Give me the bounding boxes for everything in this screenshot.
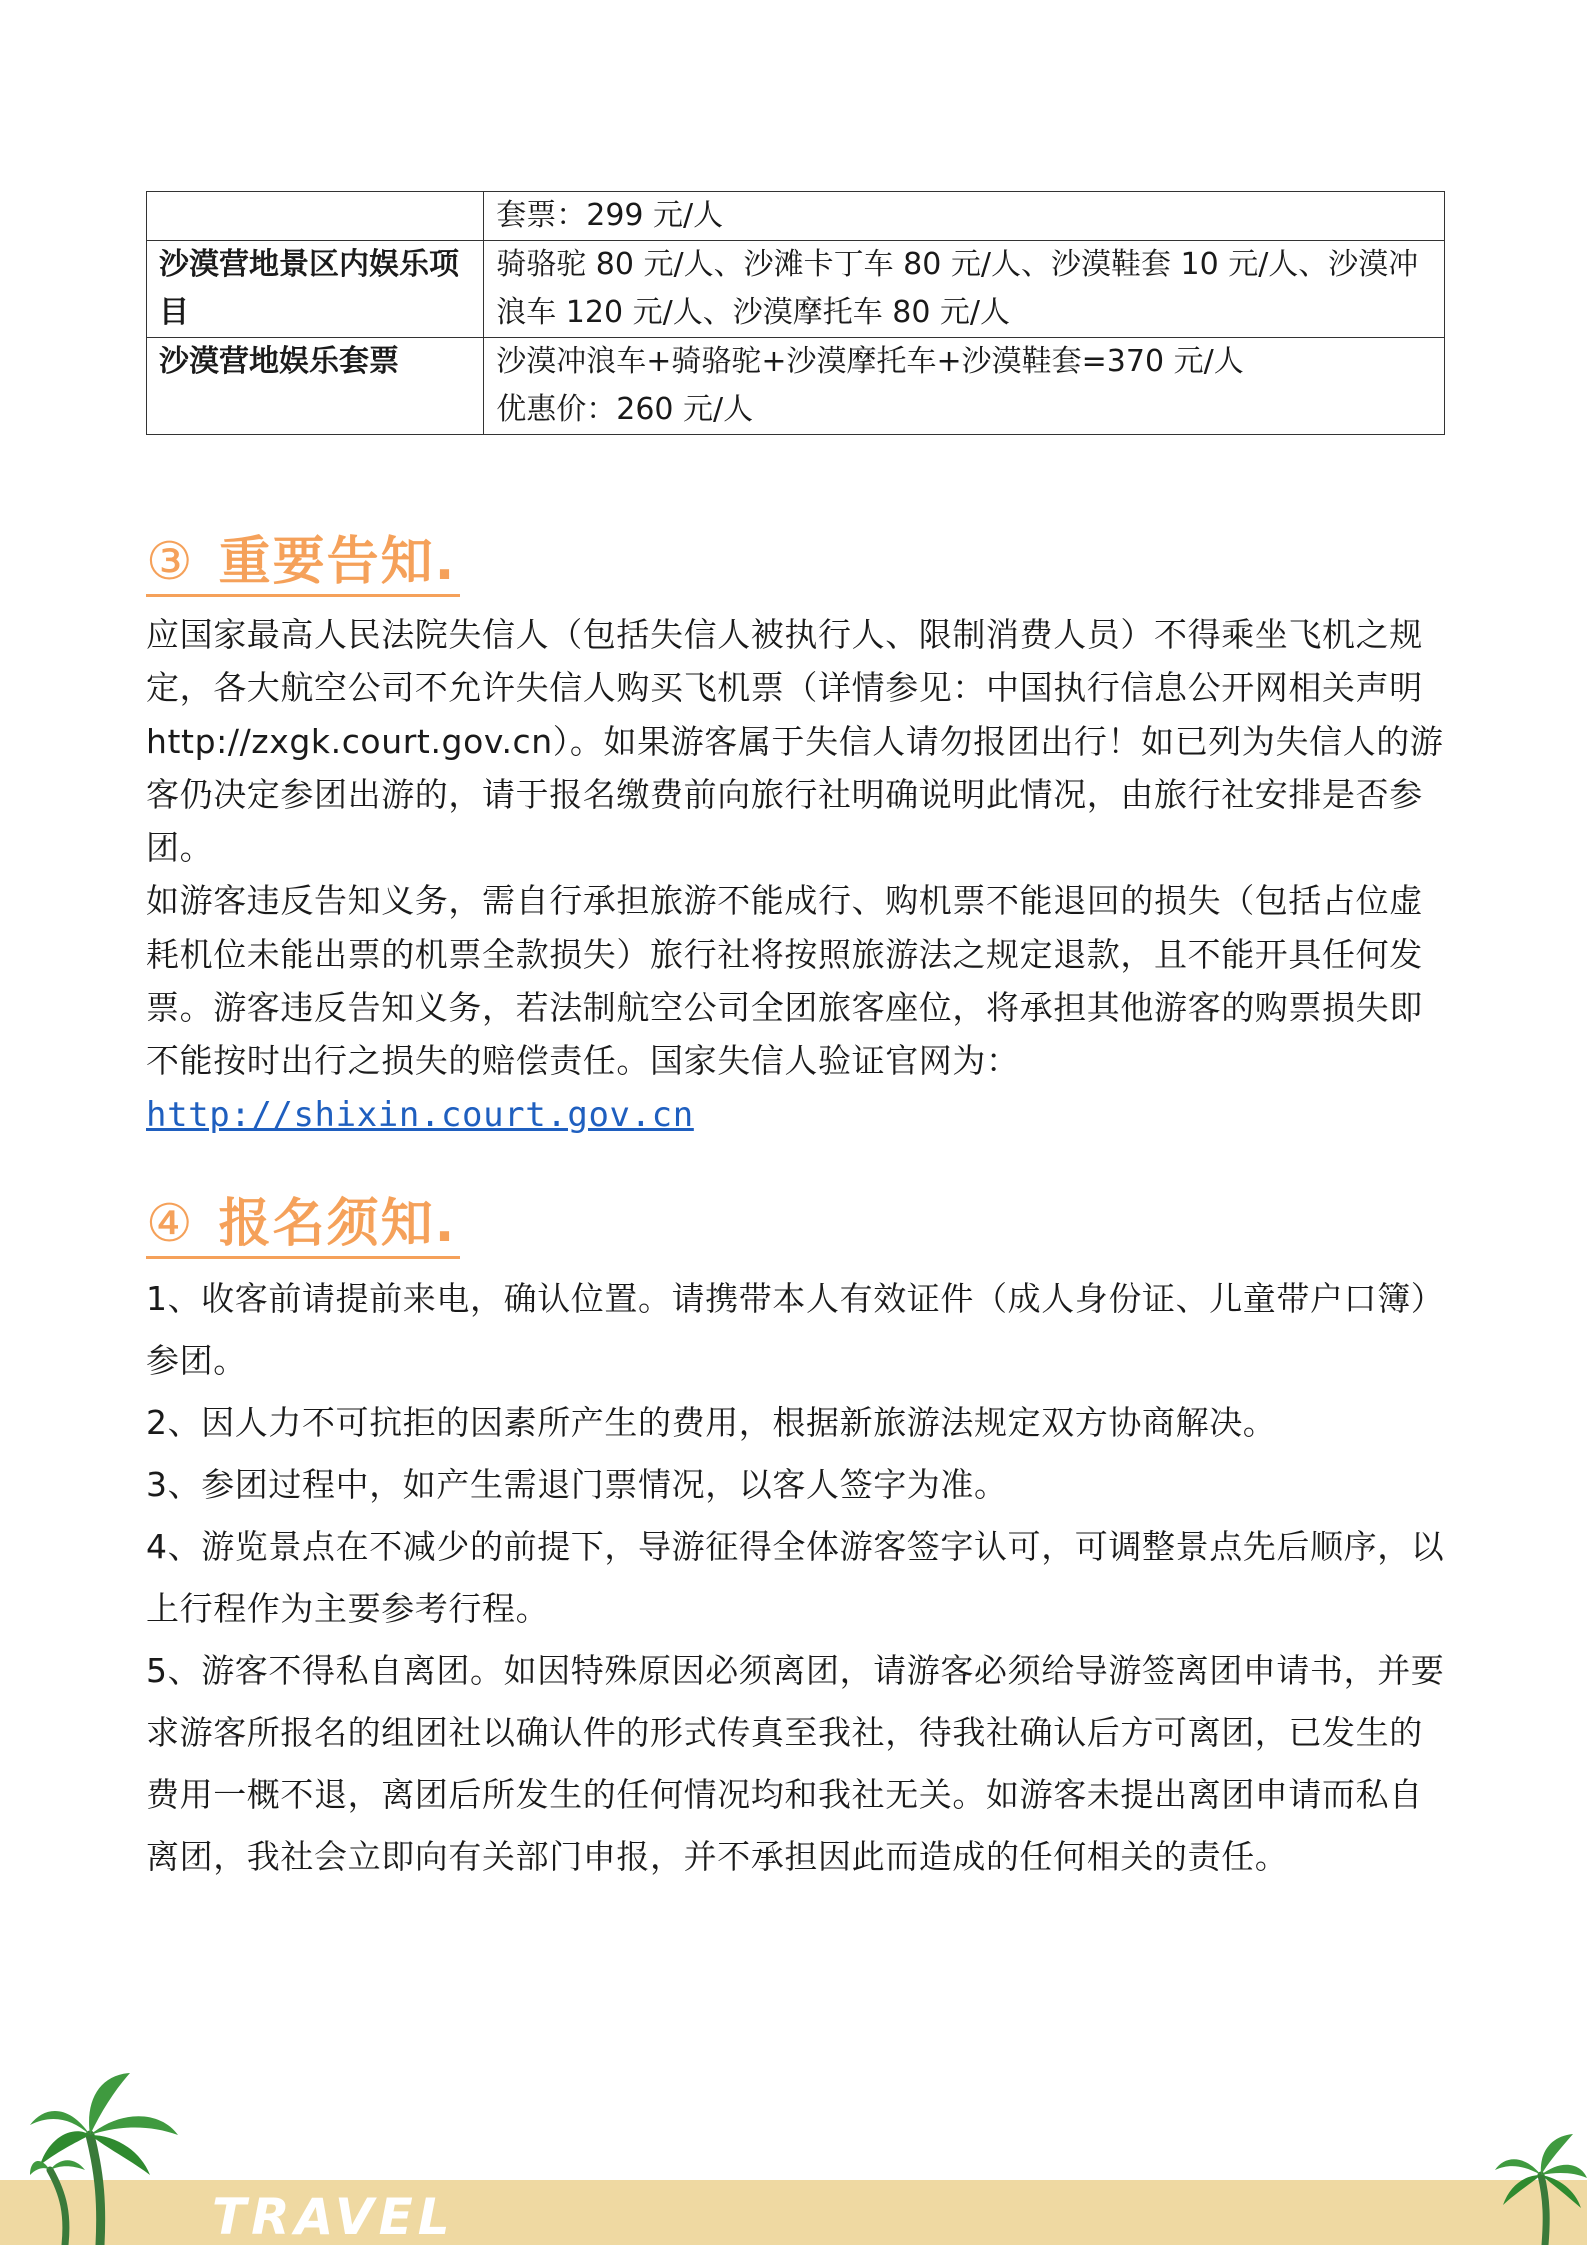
list-item: 3、参团过程中，如产生需退门票情况，以客人签字为准。	[146, 1465, 1008, 1504]
notice-paragraph-text: 如游客违反告知义务，需自行承担旅游不能成行、购机票不能退回的损失（包括占位虚耗机位未能出票的机票全款损失）旅行社将按照旅游法之规定退款，且不能开具任何发票。游客违反告知义务，若法制航空公司全团旅客座位，将承担其他游客的购票损失即不能按时出行之损失的赔偿责任。国家失信人验证官网为：	[146, 881, 1423, 1081]
table-cell-label: 沙漠营地景区内娱乐项目	[147, 241, 484, 338]
table-row	[147, 241, 1445, 338]
section-heading-important-notice	[146, 530, 460, 597]
table-cell-line: 优惠价：260 元/人	[496, 392, 754, 427]
notice-paragraph: 应国家最高人民法院失信人（包括失信人被执行人、限制消费人员）不得乘坐飞机之规定，各大航空公司不允许失信人购买飞机票（详情参见：中国执行信息公开网相关声明 http://zxgk.court.gov.cn）。如果游客属于失信人请勿报团出行！如已列为失信人的游客仍决定参团出游的，请于报名缴费前向旅行社明确说明此情况，由旅行社安排是否参团。	[146, 615, 1444, 868]
section-title: 重要告知.	[218, 532, 457, 592]
section-title: 报名须知.	[218, 1194, 457, 1254]
price-table	[146, 191, 1445, 435]
table-cell-line: 沙漠冲浪车+骑骆驼+沙漠摩托车+沙漠鞋套=370 元/人	[496, 344, 1244, 379]
table-cell-value	[484, 241, 1445, 338]
table-cell-label: 沙漠营地娱乐套票	[147, 338, 484, 435]
footer-travel-word: TRAVEL	[212, 2188, 455, 2246]
table-row	[147, 192, 1445, 241]
table-cell-value	[484, 338, 1445, 435]
table-row	[147, 338, 1445, 435]
table-cell-line: 骑骆驼 80 元/人、沙滩卡丁车 80 元/人、沙漠鞋套 10 元/人、沙漠冲浪车 120 元/人、沙漠摩托车 80 元/人	[496, 247, 1419, 330]
list-item: 5、游客不得私自离团。如因特殊原因必须离团，请游客必须给导游签离团申请书，并要求游客所报名的组团社以确认件的形式传真至我社，待我社确认后方可离团，已发生的费用一概不退，离团后所发生的任何情况均和我社无关。如游客未提出离团申请而私自离团，我社会立即向有关部门申报，并不承担因此而造成的任何相关的责任。	[146, 1651, 1445, 1876]
palm-tree-icon	[30, 2065, 180, 2245]
signup-notes-list	[146, 1268, 1445, 1888]
list-item: 1、收客前请提前来电，确认位置。请携带本人有效证件（成人身份证、儿童带户口簿）参团。	[146, 1279, 1445, 1380]
important-notice-body	[146, 608, 1445, 1142]
section-number: ④	[146, 1194, 195, 1254]
verification-link[interactable]: http://shixin.court.gov.cn	[146, 1094, 694, 1135]
section-number: ③	[146, 532, 195, 592]
list-item: 4、游览景点在不减少的前提下，导游征得全体游客签字认可，可调整景点先后顺序，以上行程作为主要参考行程。	[146, 1527, 1445, 1628]
section-heading-signup-notes	[146, 1192, 460, 1259]
table-cell-label	[147, 192, 484, 241]
table-cell-line: 套票：299 元/人	[496, 198, 724, 233]
notice-paragraph	[146, 874, 1445, 1141]
table-cell-value	[484, 192, 1445, 241]
palm-tree-icon	[1495, 2130, 1587, 2245]
list-item: 2、因人力不可抗拒的因素所产生的费用，根据新旅游法规定双方协商解决。	[146, 1403, 1277, 1442]
